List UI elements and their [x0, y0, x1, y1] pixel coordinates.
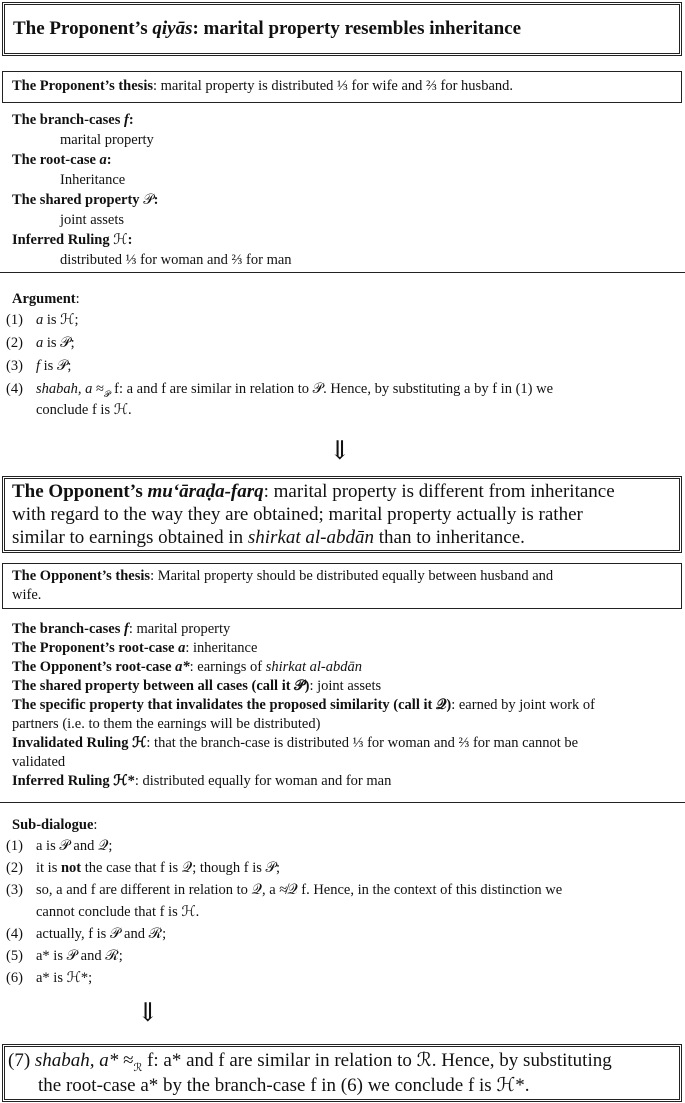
- proponent-shared-value: joint assets: [60, 212, 125, 228]
- arg-num-4: (4): [6, 381, 23, 397]
- opp-invalid-line2: validated: [12, 754, 66, 770]
- arg-num-3: (3): [6, 358, 23, 374]
- opp-specific-line2: partners (i.e. to them the earnings will be distributed): [12, 716, 321, 732]
- conclusion-line2: the root-case a* by the branch-case f in (6) we conclude f is ℋ*.: [38, 1075, 530, 1096]
- arg-step-4-line2: conclude f is ℋ.: [36, 402, 132, 418]
- opponent-thesis-line2: wife.: [12, 587, 42, 603]
- proponent-shared-label: The shared property 𝒫:: [12, 192, 159, 208]
- sub-step-3-line2: cannot conclude that f is ℋ.: [36, 904, 200, 920]
- arg-step-2: a is 𝒫;: [36, 335, 75, 351]
- proponent-root-value: Inheritance: [60, 172, 126, 188]
- opponent-title-line1: The Opponent’s mu‘āraḍa-farq: marital property is different from inheritance: [12, 481, 615, 502]
- sub-num-6: (6): [6, 970, 23, 986]
- proponent-root-label: The root-case a:: [12, 152, 112, 168]
- sub-step-2: it is not the case that f is 𝒬; though f is 𝒫;: [36, 860, 280, 876]
- sub-step-1: a is 𝒫 and 𝒬;: [36, 838, 113, 854]
- down-arrow-icon: ⇓: [137, 998, 159, 1027]
- opp-branch: The branch-cases f: marital property: [12, 621, 231, 637]
- down-arrow-icon: ⇓: [329, 436, 351, 465]
- proponent-branch-value: marital property: [60, 132, 154, 148]
- proponent-ruling-value: distributed ⅓ for woman and ⅔ for man: [60, 252, 292, 268]
- arg-step-1: a is ℋ;: [36, 312, 79, 328]
- arg-num-1: (1): [6, 312, 23, 328]
- sub-step-3-line1: so, a and f are different in relation to 𝒬, a ≉𝒬 f. Hence, in the context of this distinction we: [36, 882, 563, 898]
- sub-step-6: a* is ℋ*;: [36, 970, 93, 986]
- sub-num-4: (4): [6, 926, 23, 942]
- sub-step-5: a* is 𝒫 and ℛ;: [36, 948, 123, 964]
- arg-num-2: (2): [6, 335, 23, 351]
- opp-inferred: Inferred Ruling ℋ*: distributed equally for woman and for man: [12, 773, 392, 789]
- opponent-thesis-line1: The Opponent’s thesis: Marital property should be distributed equally between husband and: [12, 568, 554, 584]
- opp-invalid-line1: Invalidated Ruling ℋ: that the branch-case is distributed ⅓ for woman and ⅔ for man cannot be: [12, 735, 579, 751]
- opp-proponent-root: The Proponent’s root-case a: inheritance: [12, 640, 258, 656]
- sub-num-5: (5): [6, 948, 23, 964]
- proponent-ruling-label: Inferred Ruling ℋ:: [12, 232, 133, 248]
- opp-opponent-root: The Opponent’s root-case a*: earnings of shirkat al-abdān: [12, 659, 362, 675]
- opponent-title-line2: with regard to the way they are obtained; marital property actually is rather: [12, 504, 583, 525]
- proponent-thesis: The Proponent’s thesis: marital property is distributed ⅓ for wife and ⅔ for husband.: [12, 78, 514, 94]
- opp-specific-line1: The specific property that invalidates the proposed similarity (call it 𝒬): earned by joint work of: [12, 697, 595, 713]
- conclusion-line1: (7) shabah, $a* \approx_ℛ$ f: a* and f are similar in relation to ℛ. Hence, by substituting: [8, 1050, 612, 1074]
- proponent-title: The Proponent’s qiyās: marital property resembles inheritance: [13, 18, 522, 39]
- proponent-branch-label: The branch-cases f:: [12, 112, 134, 128]
- opp-shared: The shared property between all cases (call it 𝒫): joint assets: [12, 678, 382, 694]
- arg-step-4-line1: shabah, $a \approx_𝒫$ f: a and f are similar in relation to 𝒫. Hence, by substituting a by f in (1) we: [36, 381, 554, 399]
- sub-num-3: (3): [6, 882, 23, 898]
- sub-dialogue-heading: Sub-dialogue:: [12, 817, 98, 833]
- argument-heading: Argument:: [12, 291, 80, 307]
- arg-step-3: f is 𝒫;: [36, 358, 72, 374]
- sub-num-2: (2): [6, 860, 23, 876]
- divider: [0, 272, 685, 273]
- sub-num-1: (1): [6, 838, 23, 854]
- opponent-title-line3: similar to earnings obtained in shirkat al-abdān than to inheritance.: [12, 527, 525, 548]
- divider: [0, 802, 685, 803]
- sub-step-4: actually, f is 𝒫 and ℛ;: [36, 926, 167, 942]
